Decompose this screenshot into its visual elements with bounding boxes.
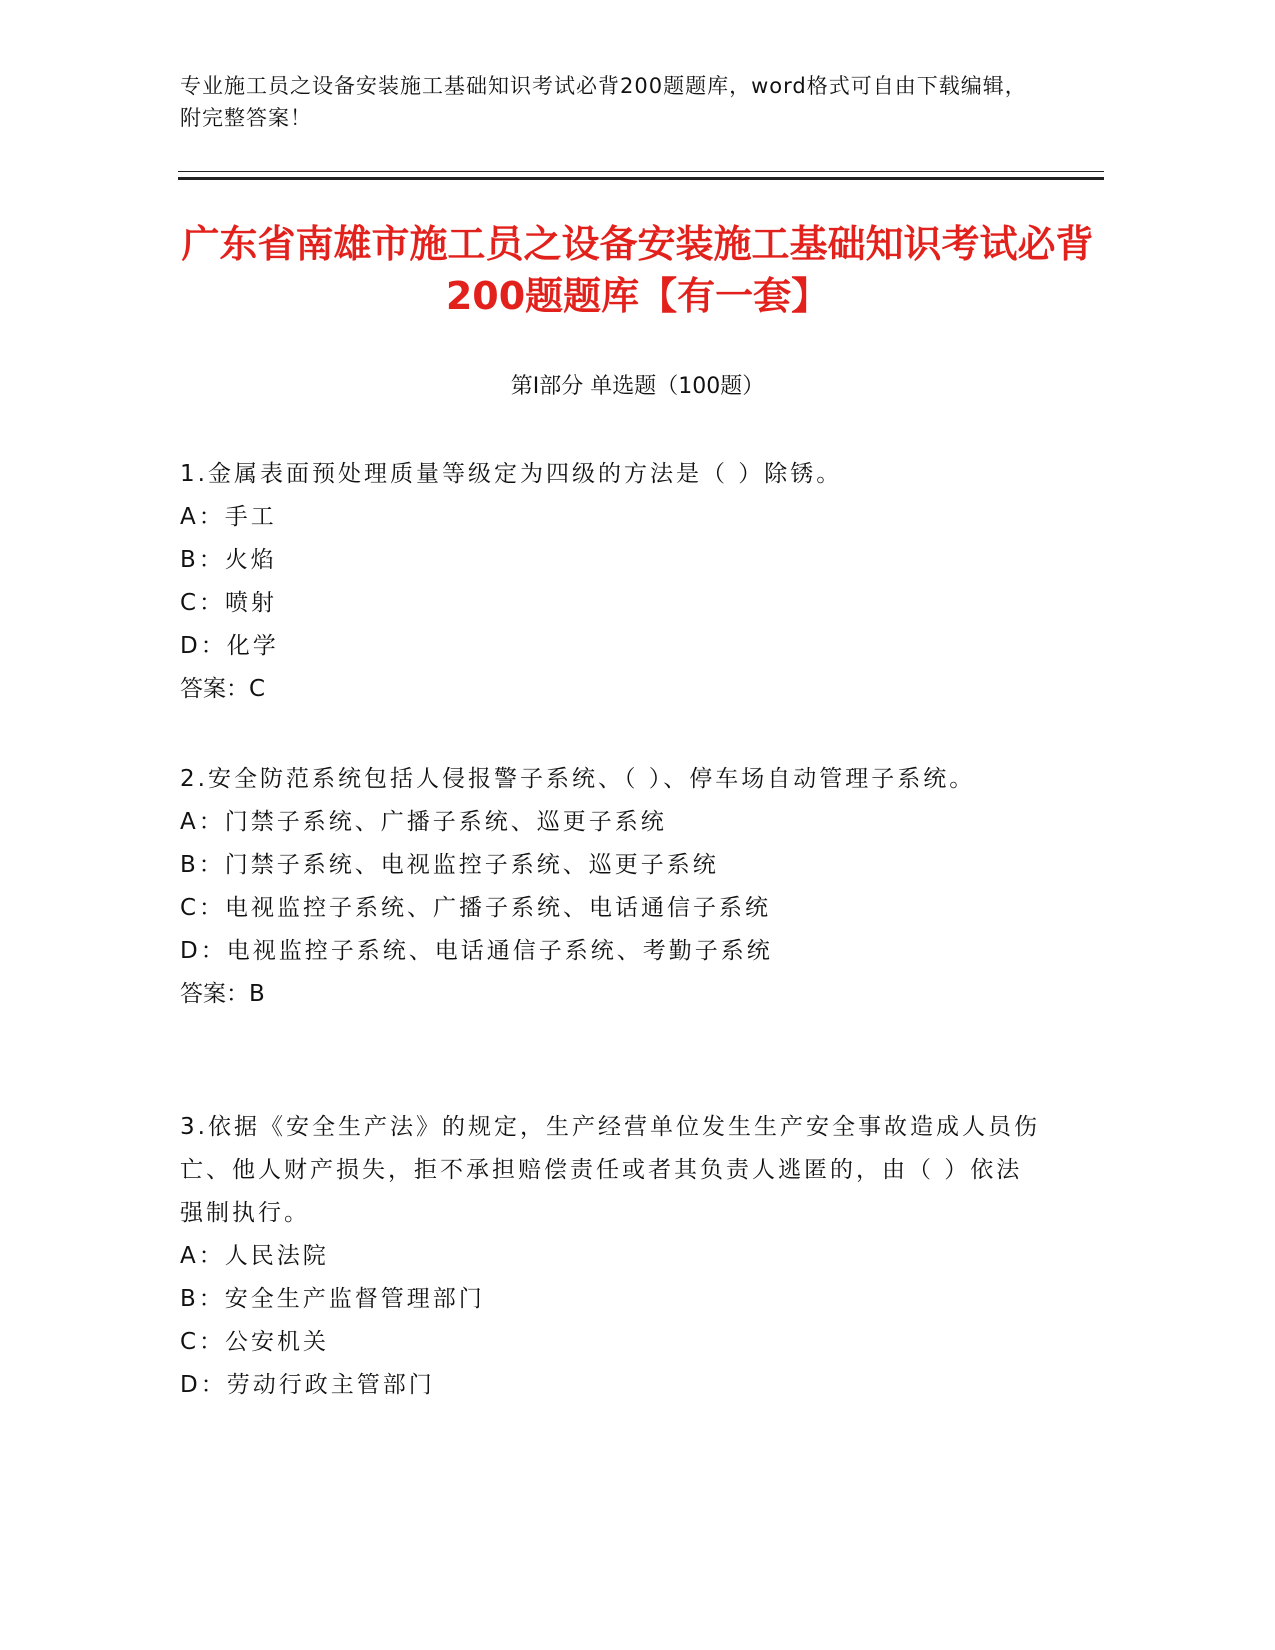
option-b: B：火焰 [180, 547, 277, 573]
header-note: 专业施工员之设备安装施工基础知识考试必背200题题库，word格式可自由下载编辑，附完整答案！ [180, 74, 1027, 130]
header-divider-thin [178, 171, 1104, 172]
answer: 答案：C [180, 676, 266, 702]
question-3 [180, 1106, 1040, 1407]
question-stem: 2.安全防范系统包括人侵报警子系统、（ ）、停车场自动管理子系统。 [180, 766, 976, 792]
option-c: C：喷射 [180, 590, 278, 616]
option-d: D：化学 [180, 633, 279, 659]
answer: 答案：B [180, 981, 265, 1007]
option-a: A：人民法院 [180, 1243, 329, 1269]
option-a: A：手工 [180, 504, 277, 530]
option-b: B：门禁子系统、电视监控子系统、巡更子系统 [180, 852, 719, 878]
option-c: C：公安机关 [180, 1329, 330, 1355]
question-2 [180, 758, 1040, 1016]
option-c: C：电视监控子系统、广播子系统、电话通信子系统 [180, 895, 772, 921]
question-1 [180, 453, 1040, 711]
option-d: D：劳动行政主管部门 [180, 1372, 435, 1398]
option-b: B：安全生产监督管理部门 [180, 1286, 485, 1312]
question-stem: 3.依据《安全生产法》的规定，生产经营单位发生生产安全事故造成人员伤亡、他人财产损失，拒不承担赔偿责任或者其负责人逃匿的，由（ ）依法强制执行。 [180, 1114, 1040, 1226]
question-stem: 1.金属表面预处理质量等级定为四级的方法是（ ）除锈。 [180, 461, 843, 487]
header-divider-thick [178, 177, 1104, 180]
option-a: A：门禁子系统、广播子系统、巡更子系统 [180, 809, 667, 835]
option-d: D：电视监控子系统、电话通信子系统、考勤子系统 [180, 938, 773, 964]
document-title: 广东省南雄市施工员之设备安装施工基础知识考试必背200题题库【有一套】 [181, 222, 1094, 318]
section-title: 第Ⅰ部分 单选题（100题） [510, 374, 765, 399]
